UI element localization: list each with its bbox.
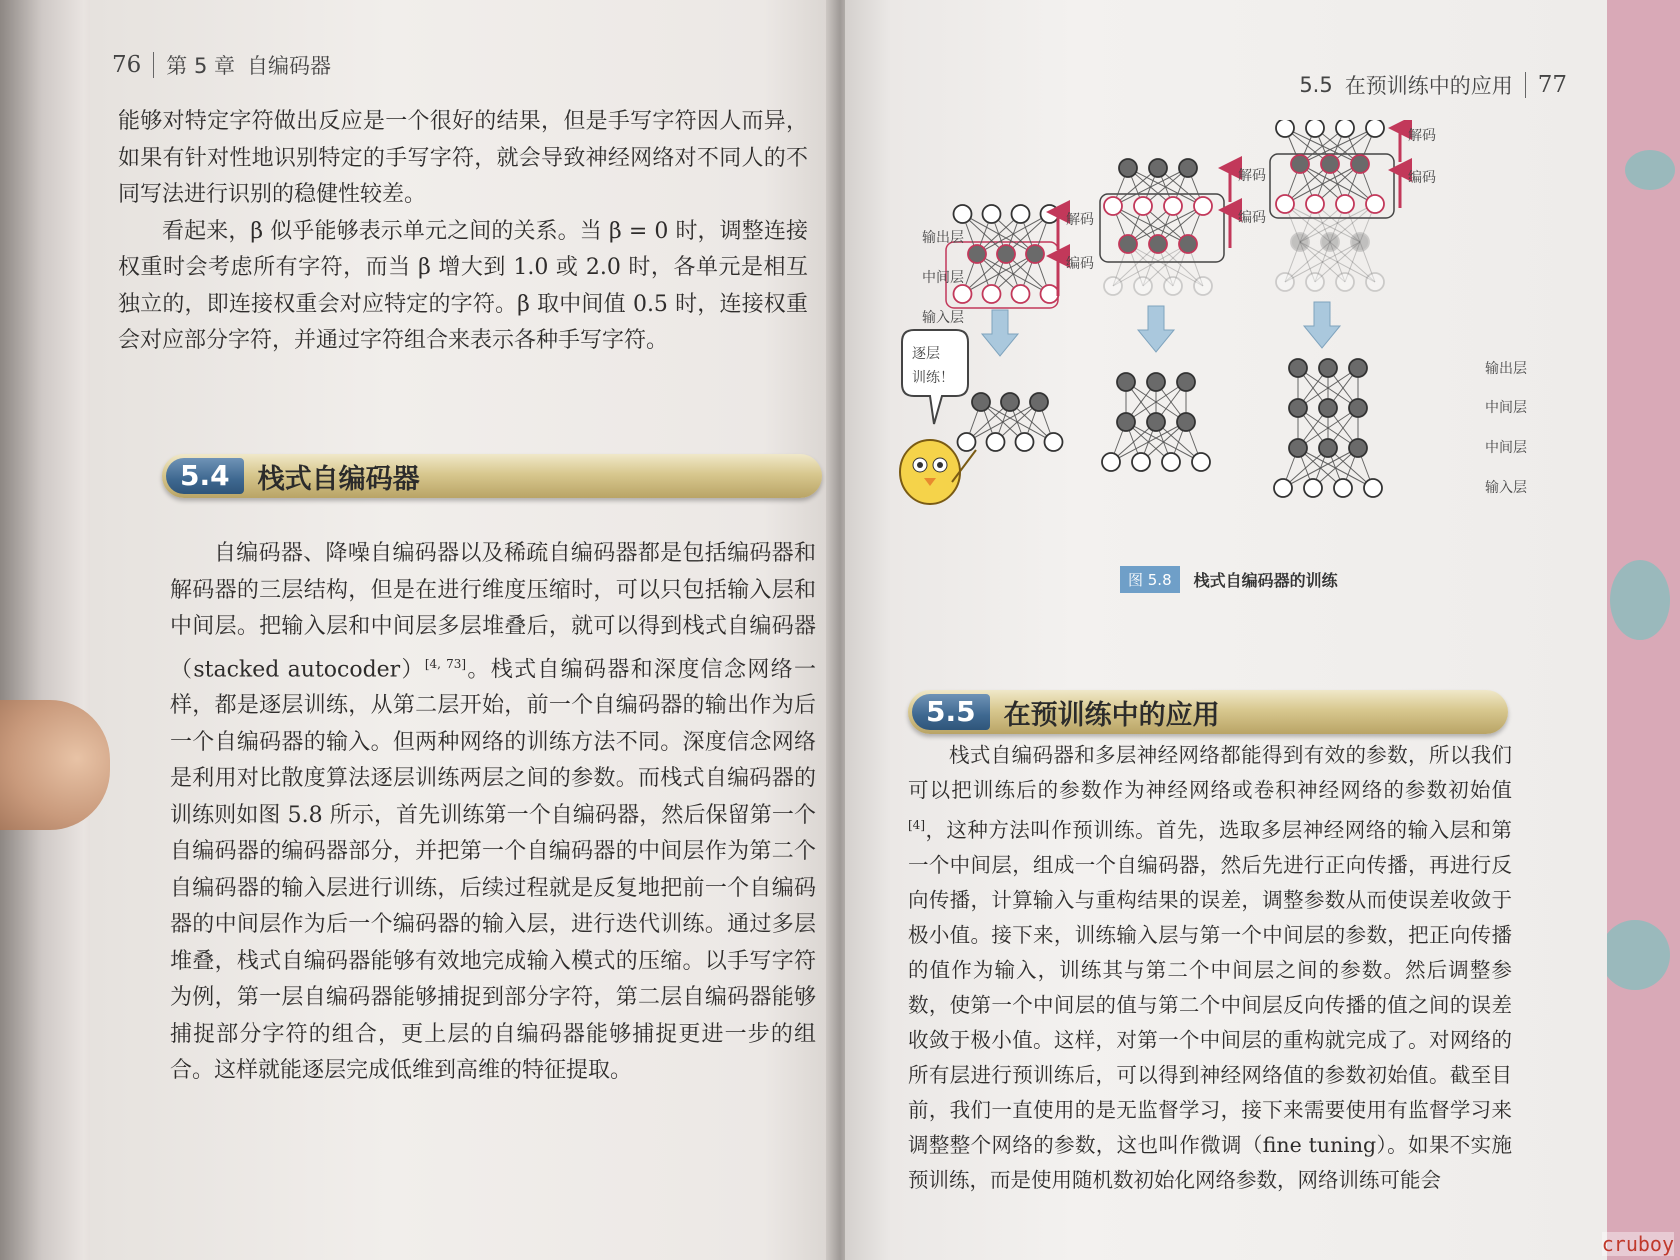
left-page-number: 76 (112, 52, 142, 78)
result3-node (1289, 439, 1307, 457)
result2-node (1177, 373, 1195, 391)
stage3-node (1351, 155, 1369, 173)
result2-node (1147, 373, 1165, 391)
result2-node (1162, 453, 1180, 471)
left-top-text (118, 104, 808, 360)
figure-caption-text: 栈式自编码器的训练 (1193, 571, 1338, 590)
figure-caption (1120, 566, 1338, 593)
paragraph: 看起来，β 似乎能够表示单元之间的关系。当 β = 0 时，调整连接权重时会考虑所有字符，而当 β 增大到 1.0 或 2.0 时，各单元是相互独立的，即连接权重会对应特定的字符。β 取中间值 0.5 时，连接权重会对应部分字符，并通过字符组合来表示各种手写字符。 (118, 218, 808, 353)
result2-node (1147, 413, 1165, 431)
down-arrow (1138, 306, 1174, 352)
stage1-decode-label: 解码 (1066, 212, 1094, 228)
section-heading-5-4 (162, 454, 822, 498)
stage3-node (1366, 273, 1384, 291)
stage1-node (1041, 205, 1059, 223)
stage3-node (1336, 120, 1354, 137)
result3-node (1304, 479, 1322, 497)
result3-node (1364, 479, 1382, 497)
chapter-label: 第 5 章 (166, 54, 235, 78)
stage3-node (1276, 120, 1294, 137)
result1-node (1045, 433, 1063, 451)
stage2-node (1149, 159, 1167, 177)
result1-node (1016, 433, 1034, 451)
stage3-node (1306, 195, 1324, 213)
stage1-node (968, 245, 986, 263)
paragraph: 能够对特定字符做出反应是一个很好的结果，但是手写字符因人而异，如果有针对性地识别特定的手写字符，就会导致神经网络对不同人的不同写法进行识别的稳健性较差。 (118, 109, 808, 207)
stage3-node (1276, 273, 1294, 291)
stage3-node (1321, 233, 1339, 251)
stage2-node (1194, 197, 1212, 215)
stage2-node (1104, 277, 1122, 295)
stage2-decode-label: 解码 (1238, 168, 1266, 184)
result1-node (972, 393, 990, 411)
result2-node (1177, 413, 1195, 431)
stage3-node (1366, 195, 1384, 213)
result3-node (1289, 359, 1307, 377)
stage1-node (1012, 205, 1030, 223)
right-main-text (908, 738, 1512, 1198)
stage2-node (1119, 159, 1137, 177)
stage3-node (1336, 273, 1354, 291)
section-heading-5-5 (908, 690, 1508, 734)
running-head-separator (1525, 72, 1526, 98)
label-middle-layer: 中间层 (922, 270, 964, 286)
result1-node (1030, 393, 1048, 411)
result3-node (1319, 399, 1337, 417)
stage3-decode-label: 解码 (1408, 128, 1436, 144)
stage1-node (1041, 285, 1059, 303)
label-output-layer: 输出层 (922, 230, 964, 246)
result-label-input: 输入层 (1485, 480, 1527, 496)
thumb (0, 700, 110, 830)
result2-node (1117, 373, 1135, 391)
result-label-output: 输出层 (1485, 361, 1527, 377)
stage1-node (954, 205, 972, 223)
result-label-middle-2: 中间层 (1485, 440, 1527, 456)
label-input-layer: 输入层 (922, 310, 964, 326)
stage2-node (1149, 235, 1167, 253)
result3-node (1334, 479, 1352, 497)
stage2-node (1119, 235, 1137, 253)
stage2-node (1104, 197, 1122, 215)
stage3-node (1276, 195, 1294, 213)
result3-node (1349, 399, 1367, 417)
result3-node (1349, 439, 1367, 457)
result2-node (1102, 453, 1120, 471)
stage1-encode-label: 编码 (1066, 256, 1094, 272)
result3-node (1274, 479, 1292, 497)
stage3-node (1306, 120, 1324, 137)
citation: [4] (908, 818, 925, 832)
section-title: 栈式自编码器 (257, 463, 420, 495)
result1-node (1001, 393, 1019, 411)
watermark: cruboy (1601, 1232, 1674, 1256)
stage3-encode-label: 编码 (1408, 170, 1436, 186)
stage2-node (1134, 197, 1152, 215)
stage3-node (1321, 155, 1339, 173)
result1-node (987, 433, 1005, 451)
right-page-number: 77 (1537, 72, 1567, 98)
stage2-node (1179, 159, 1197, 177)
stage1-node (1026, 245, 1044, 263)
stage3-node (1291, 233, 1309, 251)
result2-node (1192, 453, 1210, 471)
left-page (90, 0, 838, 1260)
figure-tag: 图 5.8 (1120, 566, 1180, 593)
stage1-node (983, 285, 1001, 303)
stage1-node (954, 285, 972, 303)
paragraph (908, 738, 1512, 1198)
down-arrow (1304, 302, 1340, 348)
result1-node (958, 433, 976, 451)
section-number: 5.5 (912, 694, 990, 730)
stage3-node (1306, 273, 1324, 291)
paragraph-text: 栈式自编码器和多层神经网络都能得到有效的参数，所以我们可以把训练后的参数作为神经网络或卷积神经网络的参数初始值 (908, 743, 1512, 802)
result3-node (1289, 399, 1307, 417)
chapter-title: 自编码器 (247, 54, 331, 78)
paragraph-text: 。栈式自编码器和深度信念网络一样，都是逐层训练，从第二层开始，前一个自编码器的输出作为后一个自编码器的输入。但两种网络的训练方法不同。深度信念网络是利用对比散度算法逐层训练两层之间的参数。而栈式自编码器的训练则如图 5.8 所示，首先训练第一个自编码器，然后保留第一个自编码器的编码器部分，并把第一个自编码器的中间层作为第二个自编码器的输入层进行训练，后续过程就是反复地把前一个自编码器的中间层作为后一个编码器的输入层，进行迭代训练。通过多层堆叠，栈式自编码器能够有效地完成输入模式的压缩。以手写字符为例，第一层自编码器能够捕捉到部分字符，第二层自编码器能够捕捉部分字符的组合，更上层的自编码器能够捕捉更进一步的组合。这样就能逐层完成低维到高维的特征提取。 (170, 656, 816, 1084)
running-section-title: 在预训练中的应用 (1344, 74, 1513, 98)
speech-bubble-text-1: 逐层 (912, 346, 940, 362)
stage2-node (1164, 277, 1182, 295)
stage3-node (1291, 155, 1309, 173)
stage2-node (1179, 235, 1197, 253)
result-label-middle-1: 中间层 (1485, 400, 1527, 416)
citation: [4, 73] (424, 656, 467, 671)
stage1-node (1012, 285, 1030, 303)
section-title: 在预训练中的应用 (1003, 699, 1220, 731)
stage3-node (1336, 195, 1354, 213)
speech-bubble-text-2: 训练！ (912, 370, 954, 386)
section-number: 5.4 (166, 458, 244, 494)
result3-node (1349, 359, 1367, 377)
left-main-text (170, 536, 816, 1090)
result2-node (1132, 453, 1150, 471)
paragraph-text: 自编码器、降噪自编码器以及稀疏自编码器都是包括编码器和解码器的三层结构，但是在进行维度压缩时，可以只包括输入层和中间层。把输入层和中间层多层堆叠后，就可以得到栈式自编码器（stacked autocoder） (170, 541, 816, 682)
stage2-node (1164, 197, 1182, 215)
right-running-head (1299, 70, 1567, 100)
stage3-node (1366, 120, 1384, 137)
down-arrow (982, 310, 1018, 356)
left-running-head (112, 50, 331, 80)
stage3-node (1351, 233, 1369, 251)
stage2-node (1134, 277, 1152, 295)
paragraph (170, 536, 816, 1090)
stage2-node (1194, 277, 1212, 295)
result3-node (1319, 359, 1337, 377)
result2-node (1117, 413, 1135, 431)
stage1-node (983, 205, 1001, 223)
stage1-node (997, 245, 1015, 263)
paragraph-text: ，这种方法叫作预训练。首先，选取多层神经网络的输入层和第一个中间层，组成一个自编码器，然后先进行正向传播，再进行反向传播，计算输入与重构结果的误差，调整参数从而使误差收敛于极小值。接下来，训练输入层与第一个中间层的参数，把正向传播的值作为输入，训练其与第二个中间层之间的参数。然后调整参数，使第一个中间层的值与第二个中间层反向传播的值之间的误差收敛于极小值。这样，对第一个中间层的重构就完成了。对网络的所有层进行预训练后，可以得到神经网络值的参数初始值。截至目前，我们一直使用的是无监督学习，接下来需要使用有监督学习来调整整个网络的参数，这也叫作微调（fine tuning）。如果不实施预训练，而是使用随机数初始化网络参数，网络训练可能会 (908, 817, 1512, 1192)
running-section-number: 5.5 (1299, 73, 1333, 97)
stage2-encode-label: 编码 (1238, 210, 1266, 226)
running-head-separator (153, 52, 154, 78)
result3-node (1319, 439, 1337, 457)
figure-stacked-autoencoder (890, 120, 1530, 560)
